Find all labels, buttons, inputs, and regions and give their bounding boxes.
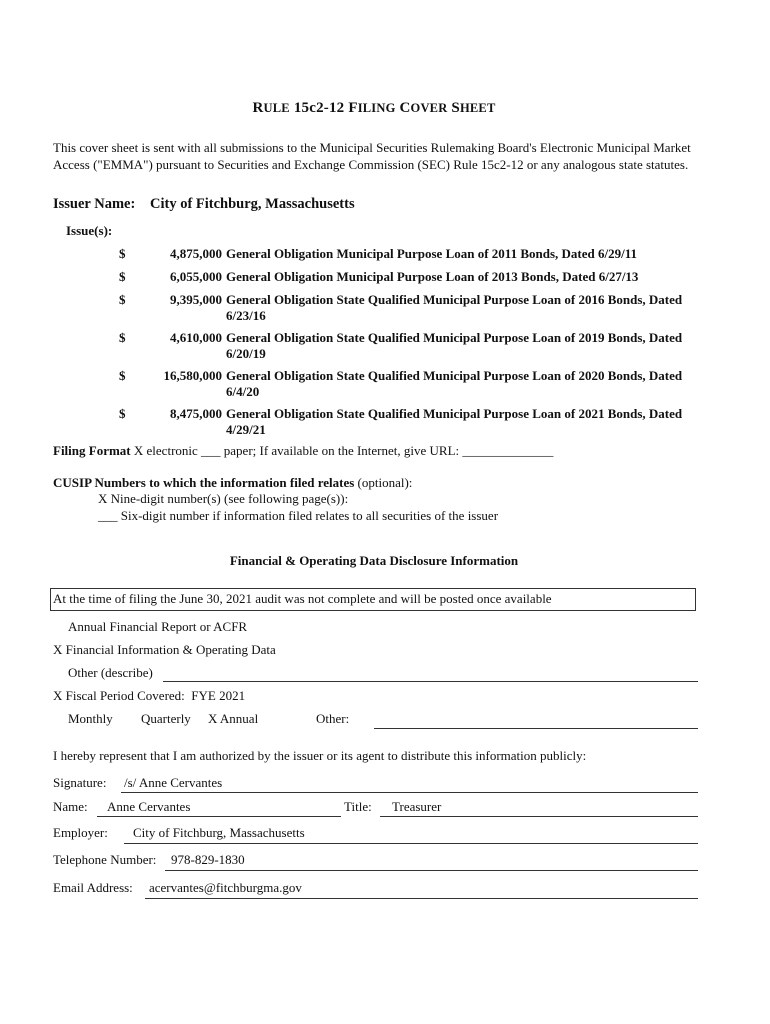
other-describe-option: Other (describe): [68, 665, 153, 680]
audit-note-box: At the time of filing the June 30, 2021 audit was not complete and will be posted once available: [50, 588, 696, 611]
email-line: [145, 898, 698, 899]
period-quarterly: Quarterly: [141, 711, 191, 726]
title-value: Treasurer: [392, 799, 442, 814]
employer-label: Employer:: [53, 825, 108, 840]
issuer-name: [53, 196, 355, 213]
other-describe-line: [163, 681, 698, 682]
email-label: Email Address:: [53, 880, 133, 895]
financial-info-option: X Financial Information & Operating Data: [53, 642, 276, 657]
representation-statement: I hereby represent that I am authorized by the issuer or its agent to distribute this information publicly:: [53, 748, 587, 763]
signature-value: /s/ Anne Cervantes: [124, 775, 223, 790]
telephone-value: 978-829-1830: [171, 852, 245, 867]
period-monthly: Monthly: [68, 711, 113, 726]
telephone-label: Telephone Number:: [53, 852, 157, 867]
title-line: [380, 816, 698, 817]
disclosure-heading: Financial & Operating Data Disclosure Information: [229, 553, 519, 568]
employer-line: [124, 843, 698, 844]
period-annual: X Annual: [208, 711, 259, 726]
intro-paragraph: This cover sheet is sent with all submissions to the Municipal Securities Rulemaking Board's Electronic Municipal Market Access ("EMMA") pursuant to Securities and Exchange Commission (SEC) Rule 15c2-12 or any analogous state statutes.: [53, 140, 691, 172]
issues-heading: Issue(s):: [66, 223, 113, 238]
annual-report-option: Annual Financial Report or ACFR: [68, 619, 248, 634]
period-other-line: [374, 728, 698, 729]
email-value: acervantes@fitchburgma.gov: [149, 880, 302, 895]
telephone-line: [165, 870, 698, 871]
filing-format: Filing Format X electronic ___ paper; If available on the Internet, give URL: ______________: [53, 443, 554, 458]
issuer-label: Issuer Name:: [53, 196, 136, 212]
period-other: Other:: [316, 711, 350, 726]
issuer-value: City of Fitchburg, Massachusetts: [150, 196, 355, 212]
fiscal-period: X Fiscal Period Covered: FYE 2021: [53, 688, 246, 703]
cusip-nine-digit: X Nine-digit number(s) (see following page(s)):: [98, 491, 349, 506]
page-title: RULE 15c2-12 FILING COVER SHEET: [252, 100, 496, 116]
cusip-heading: CUSIP Numbers to which the information filed relates (optional):: [53, 475, 413, 490]
signature-line: [121, 792, 698, 793]
signature-label: Signature:: [53, 775, 107, 790]
employer-value: City of Fitchburg, Massachusetts: [133, 825, 305, 840]
name-label: Name:: [53, 799, 88, 814]
name-line: [97, 816, 341, 817]
name-value: Anne Cervantes: [107, 799, 191, 814]
cusip-six-digit: ___ Six-digit number if information filed relates to all securities of the issuer: [98, 508, 499, 523]
title-label: Title:: [344, 799, 372, 814]
